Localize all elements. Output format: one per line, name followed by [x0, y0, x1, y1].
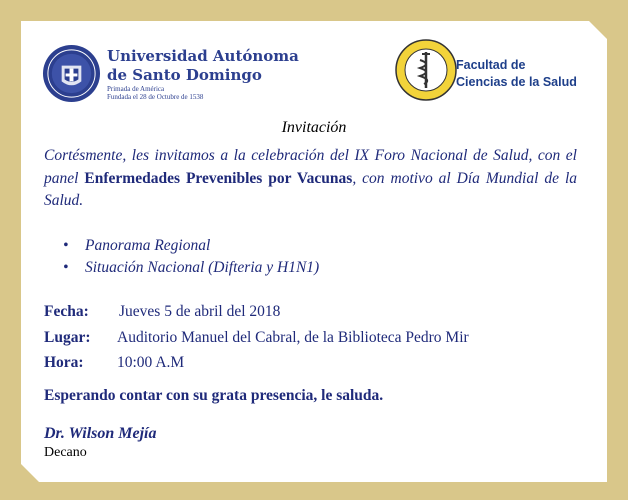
university-sub-line: Primada de América	[107, 85, 165, 93]
university-name	[107, 47, 299, 85]
bullet-icon: •	[63, 259, 69, 276]
bullet-icon: •	[63, 237, 69, 254]
university-name-line: de Santo Domingo	[107, 66, 262, 84]
faculty-seal-logo	[394, 38, 458, 102]
list-item	[63, 257, 319, 279]
signature-name: Dr. Wilson Mejía	[44, 425, 157, 442]
faculty-name-line: Ciencias de la Salud	[456, 75, 577, 89]
detail-label: Lugar:	[44, 328, 91, 346]
body-text-start: Cortésmente, les invitamos a la celebración del IX Foro Nacional de Salud, con el panel	[44, 147, 577, 187]
university-subtitle	[107, 85, 203, 101]
card-corner-notch	[589, 21, 607, 39]
detail-value: Auditorio Manuel del Cabral, de la Biblioteca Pedro Mir	[117, 328, 469, 346]
signature-title: Decano	[44, 445, 87, 460]
faculty-name-line: Facultad de	[456, 58, 526, 72]
closing-line: Esperando contar con su grata presencia, le saluda.	[44, 387, 384, 404]
uasd-seal-logo	[42, 44, 101, 103]
panel-name: Enfermedades Prevenibles por Vacunas	[84, 169, 353, 187]
invitation-body	[44, 145, 577, 213]
list-item-text: Panorama Regional	[85, 237, 211, 254]
detail-value: Jueves 5 de abril del 2018	[119, 303, 281, 320]
topics-list	[63, 235, 319, 279]
list-item	[63, 235, 319, 257]
body-text-end: , con motivo al Día Mundial de la Salud.	[44, 169, 578, 209]
detail-label: Fecha:	[44, 303, 89, 320]
faculty-name	[456, 57, 577, 91]
invitation-title: Invitación	[281, 119, 347, 136]
invitation-card	[21, 21, 607, 482]
detail-label: Hora:	[44, 354, 84, 371]
card-corner-notch	[21, 464, 39, 482]
detail-value: 10:00 A.M	[117, 354, 185, 371]
list-item-text: Situación Nacional (Difteria y H1N1)	[85, 259, 320, 276]
university-sub-line: Fundada el 28 de Octubre de 1538	[107, 93, 204, 101]
university-name-line: Universidad Autónoma	[107, 47, 299, 65]
